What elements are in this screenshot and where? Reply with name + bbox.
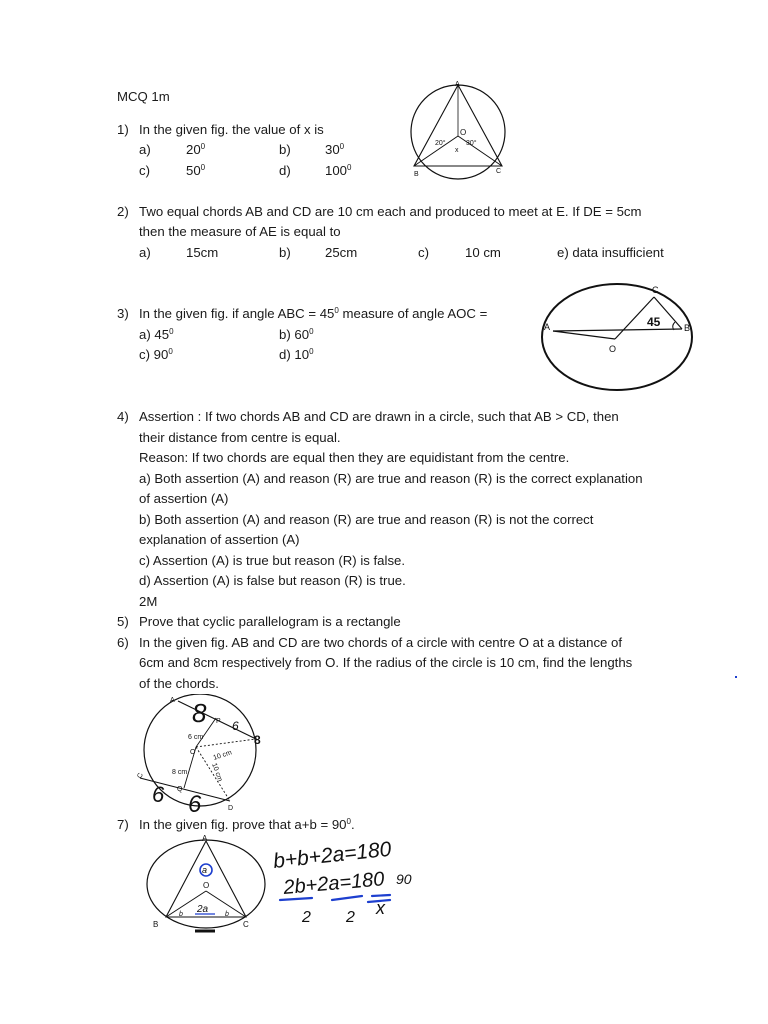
q1-opt-b-label: b) — [279, 142, 291, 157]
q1-fig-label-x: x — [455, 147, 459, 154]
q7-fig-handwritten-2a: 2a — [197, 904, 209, 915]
q5-number: 5) — [117, 614, 129, 629]
q3-fig-label-b: B — [684, 323, 691, 333]
q6-number: 6) — [117, 635, 129, 650]
q7-fig-label-a: A — [202, 834, 208, 843]
q3-fig-angle: 45 — [647, 315, 661, 329]
q6-figure — [132, 694, 272, 814]
q6-fig-label-10cm-b: 10 cm — [210, 762, 224, 783]
q3-opt-d: d) $10^0$ — [279, 347, 314, 362]
q1-opt-d-value: $100^0$ — [325, 163, 352, 178]
q7-handwritten-working — [272, 838, 432, 928]
q6-fig-label-q: Q — [177, 786, 183, 793]
q4-line-1: Assertion : If two chords AB and CD are drawn in a circle, such that AB > CD, then — [139, 409, 619, 424]
q7-hw-denominator-left: 2 — [302, 909, 311, 926]
q7-fig-label-b: B — [153, 920, 159, 929]
q6-handwritten-8-top: 8 — [192, 698, 207, 728]
q2-opt-a-value: 15cm — [186, 245, 219, 260]
stray-dot — [735, 676, 737, 678]
q1-fig-angle-20: 20° — [435, 140, 446, 147]
q4-line-8: c) Assertion (A) is true but reason (R) is false. — [139, 553, 406, 568]
section-2m: 2M — [139, 594, 158, 609]
q6-line-1: In the given fig. AB and CD are two chords of a circle with centre O at a distance of — [139, 635, 623, 650]
q1-fig-label-a: A — [455, 81, 460, 88]
q1-fig-label-o: O — [460, 128, 467, 137]
q4-number: 4) — [117, 409, 129, 424]
q3-number: 3) — [117, 306, 129, 321]
q3-fig-label-o: O — [609, 344, 617, 354]
q7-fig-angle-b-left: b — [179, 911, 183, 918]
q6-fig-label-10cm-a: 10 cm — [212, 749, 233, 762]
q3-opt-a: a) $45^0$ — [139, 327, 174, 342]
q7-fig-handwritten-a: a — [202, 865, 208, 875]
q1-opt-d-label: d) — [279, 163, 291, 178]
q2-opt-a-label: a) — [139, 245, 151, 260]
q2-line2: then the measure of AE is equal to — [139, 224, 341, 239]
q7-text: In the given fig. prove that $a+b = 90^0$. — [139, 817, 355, 832]
q6-fig-label-8cm: 8 cm — [172, 769, 188, 776]
q1-text: In the given fig. the value of x is — [139, 122, 324, 137]
q7-fig-label-c: C — [243, 920, 249, 929]
q6-fig-label-d: D — [228, 805, 234, 812]
q3-opt-b: b) $60^0$ — [279, 327, 314, 342]
q1-fig-label-c: C — [496, 168, 502, 175]
q4-line-6: b) Both assertion (A) and reason (R) are true and reason (R) is not the correct — [139, 512, 594, 527]
q4-line-2: their distance from centre is equal. — [139, 430, 341, 445]
q1-opt-a-label: a) — [139, 142, 151, 157]
q7-hw-line2: 2b+2a=180 — [282, 868, 386, 899]
q5-text: Prove that cyclic parallelogram is a rectangle — [139, 614, 401, 629]
q6-handwritten-6-left: 6 — [152, 782, 165, 807]
q1-figure — [402, 80, 522, 180]
q4-line-5: of assertion (A) — [139, 491, 229, 506]
q6-fig-label-c: C — [136, 772, 145, 780]
q7-figure — [143, 833, 268, 933]
q1-opt-c-value: $50^0$ — [186, 163, 206, 178]
q2-opt-e: e) data insufficient — [557, 245, 664, 260]
q6-fig-label-6cm: 6 cm — [188, 734, 204, 741]
q7-hw-line1: b+b+2a=180 — [272, 838, 393, 873]
q4-line-4: a) Both assertion (A) and reason (R) are true and reason (R) is the correct explanation — [139, 471, 643, 486]
q2-number: 2) — [117, 204, 129, 219]
q4-line-9: d) Assertion (A) is false but reason (R) is true. — [139, 573, 406, 588]
q2-opt-c-label: c) — [418, 245, 429, 260]
q1-fig-label-b: B — [414, 171, 419, 178]
q4-line-3: Reason: If two chords are equal then they are equidistant from the centre. — [139, 450, 570, 465]
q6-fig-label-a: A — [170, 697, 175, 704]
q3-fig-label-a: A — [544, 322, 551, 332]
q3-text: In the given fig. if angle ABC = $45^0$ measure of angle AOC = — [139, 306, 488, 321]
q7-hw-x: x — [376, 898, 385, 918]
q7-hw-90: 90 — [396, 871, 412, 887]
q7-fig-label-o: O — [203, 881, 210, 890]
q1-number: 1) — [117, 122, 129, 137]
q6-handwritten-6-right: 6 — [188, 791, 202, 814]
q2-opt-b-label: b) — [279, 245, 291, 260]
q1-fig-angle-30: 30° — [466, 140, 477, 147]
q7-fig-angle-b-right: b — [225, 911, 229, 918]
q2-opt-c-value: 10 cm — [465, 245, 501, 260]
q1-opt-c-label: c) — [139, 163, 150, 178]
q1-opt-b-value: $30^0$ — [325, 142, 345, 157]
q3-opt-c: c) $90^0$ — [139, 347, 173, 362]
q3-figure — [535, 280, 705, 395]
q1-opt-a-value: $20^0$ — [186, 142, 206, 157]
header: MCQ 1m — [117, 89, 170, 104]
q6-handwritten-6-small: 6 — [232, 719, 239, 733]
q6-fig-label-p: P — [216, 718, 221, 725]
q6-handwritten-8-right: 8 — [254, 733, 261, 747]
q7-number: 7) — [117, 817, 129, 832]
q6-line-2: 6cm and 8cm respectively from O. If the radius of the circle is 10 cm, find the lengths — [139, 655, 633, 670]
q3-fig-label-c: C — [652, 285, 659, 295]
q4-line-7: explanation of assertion (A) — [139, 532, 300, 547]
q7-hw-denominator-mid: 2 — [346, 909, 355, 926]
q6-line-3: of the chords. — [139, 676, 219, 691]
q2-line1: Two equal chords AB and CD are 10 cm each and produced to meet at E. If DE = 5cm — [139, 204, 642, 219]
q2-opt-b-value: 25cm — [325, 245, 358, 260]
q6-fig-label-o: O — [190, 749, 196, 756]
